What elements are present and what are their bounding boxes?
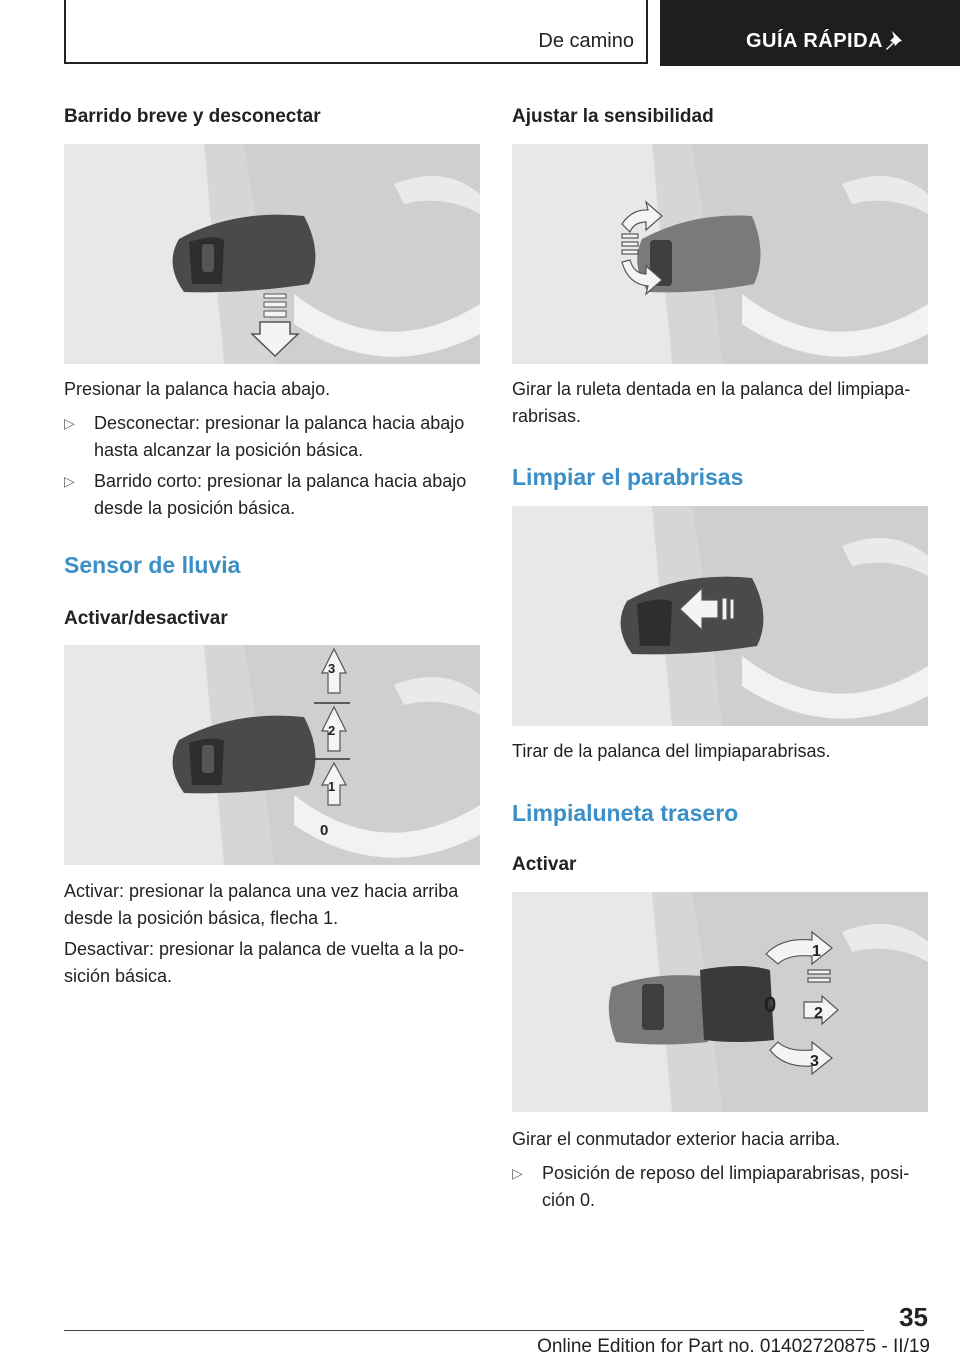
label-0: 0 [764, 992, 777, 1017]
figure-wash [512, 506, 928, 726]
pin-icon [882, 28, 908, 54]
bullet-reposo [512, 1160, 928, 1214]
figure-sensitivity [512, 144, 928, 364]
figure-wiper-down [64, 144, 480, 364]
heading-activar-desactivar: Activar/desactivar [64, 608, 228, 629]
bullet-desconectar [64, 410, 480, 464]
text-girar-ruleta: Girar la ruleta dentada en la palanca del limpiapa‐rabrisas. [512, 379, 911, 426]
bullet-triangle-icon: ▷ [64, 415, 75, 431]
bullet-text: Posición de reposo del limpiaparabrisas, posi‐ción 0. [542, 1163, 910, 1210]
label-2: 2 [328, 723, 336, 738]
label-1: 1 [812, 943, 821, 960]
text-activar-instr: Activar: presionar la palanca una vez hacia arriba desde la posición básica, flecha 1. [64, 881, 459, 928]
text-presionar: Presionar la palanca hacia abajo. [64, 379, 331, 399]
figure-rear-wiper [512, 892, 928, 1112]
bullet-text: Barrido corto: presionar la palanca hacia abajo desde la posición básica. [94, 471, 467, 518]
bullet-triangle-icon: ▷ [512, 1165, 523, 1181]
label-0: 0 [320, 822, 329, 839]
section-sensor-lluvia: Sensor de lluvia [64, 552, 241, 578]
label-2: 2 [814, 1005, 823, 1022]
bullet-barrido-corto [64, 468, 480, 522]
label-3: 3 [328, 661, 336, 676]
label-3: 3 [810, 1053, 819, 1070]
heading-barrido: Barrido breve y desconectar [64, 106, 321, 127]
bullet-triangle-icon: ▷ [64, 473, 75, 489]
section-limpiar-parabrisas: Limpiar el parabrisas [512, 464, 744, 490]
text-tirar: Tirar de la palanca del limpiaparabrisas. [512, 741, 831, 761]
text-girar-conmutador: Girar el conmutador exterior hacia arriba. [512, 1129, 841, 1149]
label-1: 1 [328, 779, 336, 794]
figure-rain-sensor [64, 645, 480, 865]
text-desactivar-instr: Desactivar: presionar la palanca de vuelta a la po‐sición básica. [64, 939, 465, 986]
header-section-box [64, 0, 648, 64]
footer-divider [64, 1330, 864, 1331]
heading-ajustar: Ajustar la sensibilidad [512, 106, 714, 127]
footer-edition: Online Edition for Part no. 01402720875 - II/19 [537, 1336, 930, 1357]
page-number: 35 [899, 1302, 928, 1332]
bullet-text: Desconectar: presionar la palanca hacia abajo hasta alcanzar la posición básica. [94, 413, 465, 460]
heading-activar: Activar [512, 854, 577, 875]
header-chapter-box [660, 0, 960, 66]
header-chapter-title: GUÍA RÁPIDA [746, 30, 883, 52]
header-section-title: De camino [538, 30, 634, 52]
section-limpialuneta: Limpialuneta trasero [512, 800, 739, 826]
